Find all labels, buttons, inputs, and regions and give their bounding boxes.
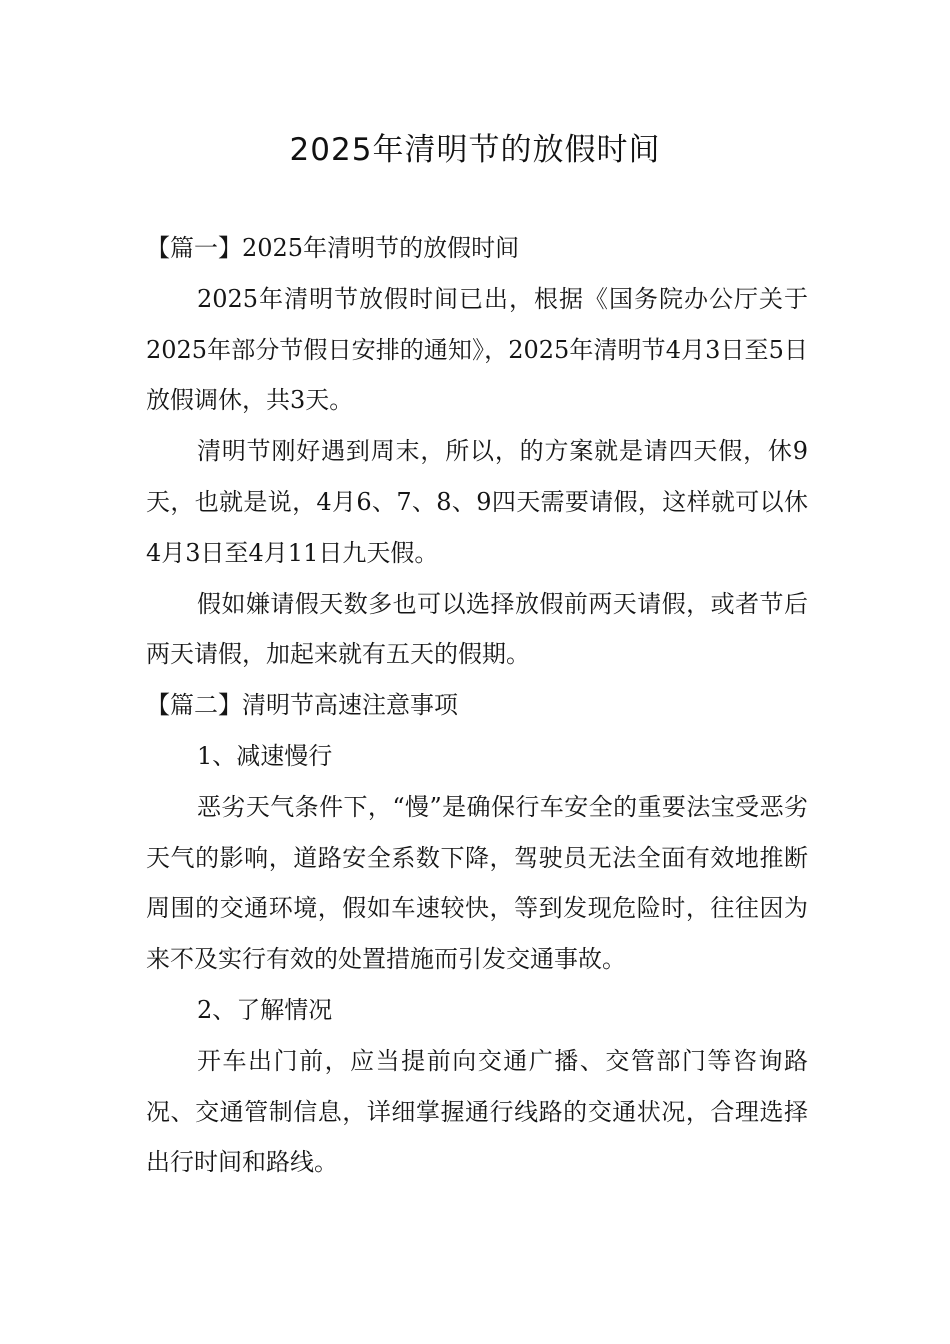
paragraph: 开车出门前，应当提前向交通广播、交管部门等咨询路况、交通管制信息，详细掌握通行线路的交通状况，合理选择出行时间和路线。: [146, 1046, 808, 1177]
document-body: [146, 223, 808, 1188]
paragraph: 假如嫌请假天数多也可以选择放假前两天请假，或者节后两天请假，加起来就有五天的假期。: [146, 589, 808, 669]
section-heading-2: 【篇二】清明节高速注意事项: [146, 691, 458, 720]
paragraph: 清明节刚好遇到周末，所以，的方案就是请四天假，休9天，也就是说，4月6、7、8、9四天需要请假，这样就可以休4月3日至4月11日九天假。: [146, 437, 808, 567]
document-title: 2025年清明节的放假时间: [289, 132, 661, 168]
subheading-item-2: 2、了解情况: [197, 995, 333, 1024]
subheading-item-1: 1、减速慢行: [197, 741, 333, 770]
paragraph: 2025年清明节放假时间已出，根据《国务院办公厅关于2025年部分节假日安排的通知》，2025年清明节4月3日至5日放假调休，共3天。: [146, 284, 808, 415]
paragraph: 恶劣天气条件下，“慢”是确保行车安全的重要法宝受恶劣天气的影响，道路安全系数下降，驾驶员无法全面有效地推断周围的交通环境，假如车速较快，等到发现危险时，往往因为来不及实行有效的处置措施而引发交通事故。: [146, 792, 808, 974]
section-heading-1: 【篇一】2025年清明节的放假时间: [146, 234, 520, 262]
